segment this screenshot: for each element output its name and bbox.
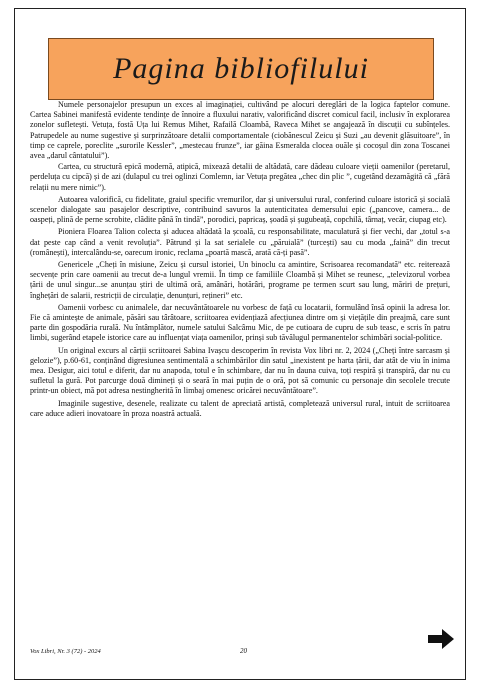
section-title: Pagina bibliofilului: [113, 52, 369, 85]
journal-issue: Vox Libri, Nr. 3 (72) - 2024: [30, 647, 101, 655]
paragraph: Oamenii vorbesc cu animalele, dar necuvântătoarele nu vorbesc de față cu locatarii, formulând însă opinii la adresa lor. Fie că amintește de animale, păsări sau târâtoare, scriitoarea evidențiază afecțiunea dintre om și viețățile din preajmă, care sunt parte din gospodăria rurală. Nu întâmplător, numele satului Salcâmu Mic, de pe cutioara de cupru de sub teasc, e scris în patru limbi, sugerând etapele istorice care au influențat viața oamenilor, prinși sub tăvălugul permanentelor schimbări social-politice.: [30, 302, 450, 343]
paragraph: Autoarea valorifică, cu fidelitate, graiul specific vremurilor, dar și universului rural, conferind culoare istorică și socială scenelor dialogate sau pasajelor descriptive, contribuind savuros la autenticitatea demersului epic („pancove, camera... de oaspeți, plină de perne scrobite, clădite până în tindă”, porodici, papricaș, șoadă și șugubeață, copchilă, târnaț, vecăr, ciupag etc).: [30, 194, 450, 225]
page-footer: [30, 644, 450, 658]
paragraph: Un original excurs al cărții scriitoarei Sabina Ivașcu descoperim în revista Vox libri nr. 2, 2024 („Cheți între sarcasm și gelozie”), p.60-61, conținând digresiunea sentimentală a schimbărilor din satul „inexistent pe harta țării, dar atât de viu în inima mea. Desigur, aici totul e diferit, dar nu anapoda, totul e în schimbare, dar nu în dauna cuiva, toți respiră și transpiră, dar nu cu sufletul la gură. Pot parcurge două dimineți și o seară în mai puțin de o oră, pot să comunic cu personaje din secolele trecute printr-un obiect, mă pot adresa nestingherită în limbaj omenesc oricărei necuvântătoare”.: [30, 345, 450, 396]
paragraph: Imaginile sugestive, desenele, realizate cu talent de apreciată artistă, completează universul rural, intuit de scriitoarea care aduce adieri inovatoare în proza noastră actuală.: [30, 398, 450, 418]
paragraph: Cartea, cu structură epică modernă, atipică, mixează detalii de altădată, care dădeau culoare vieții oamenilor (peretarul, perdeluța cu cipcă) și de azi (dulapul cu trei oglinzi Comlemn, iar Vetuța pregătea „chec din plic ”, cugetând dezamăgită că „fără relații nu mere nimic”).: [30, 162, 450, 192]
article-body: [30, 100, 450, 420]
paragraph: Numele personajelor presupun un exces al imaginației, cultivând pe alocuri dereglări de la logica faptelor comune. Cartea Sabinei manifestă evidente tendințe de înnoire a fluxului narativ, valorificând discret comicul facil, inclusiv în explorarea zonelor sufletești. Vetuța, fostă Uța lui Remus Mihet, Rafailă Cloambă, Raveca Mihet se angajează în discuții cu subînțeles. Patrupedele au nume sugestive și surprinzătoare detalii comportamentale (ciobănescul Zeicu și Suzi „au devenit glăsuitoare”, în timp ce caprele, poreclite „surorile Kessler”, „mestecau frunze”, iar găina Esmeralda clocea ouăle și cocoșul din zona Toscanei avea „darul cântatului”).: [30, 100, 450, 161]
paragraph: Pioniera Floarea Talion colecta și aducea altădată la școală, cu responsabilitate, maculatură și fier vechi, dar „totul s-a dat peste cap când a venit revoluția”. Pătrund și la sat serialele cu „păruială” (turcești) sau cu moda „faină” din trecut (românești), intercalându-se, oarecum ironic, reclama „poartă mască, arată că-ți pasă”.: [30, 227, 450, 257]
section-banner: [48, 38, 434, 100]
arrow-right-icon[interactable]: [428, 628, 454, 650]
page-number: 20: [240, 647, 247, 655]
paragraph: Genericele „Cheți în misiune, Zeicu și cursul istoriei, Un binoclu ca amintire, Scrisoarea recomandată” etc. reiterează secvențe prin care oamenii au trecut de-a lungul vremii. În timp ce familiile Cloambă și Mihet se reunesc, „televizorul vorbea țării de unul singur...se anunțau știri de ultimă oră, amânări, hotărâri, programe pe termen scurt sau lung, măriri de prețuri, înghețări de salarii, restricții de circulație, denunțuri, rețineri” etc.: [30, 260, 450, 300]
